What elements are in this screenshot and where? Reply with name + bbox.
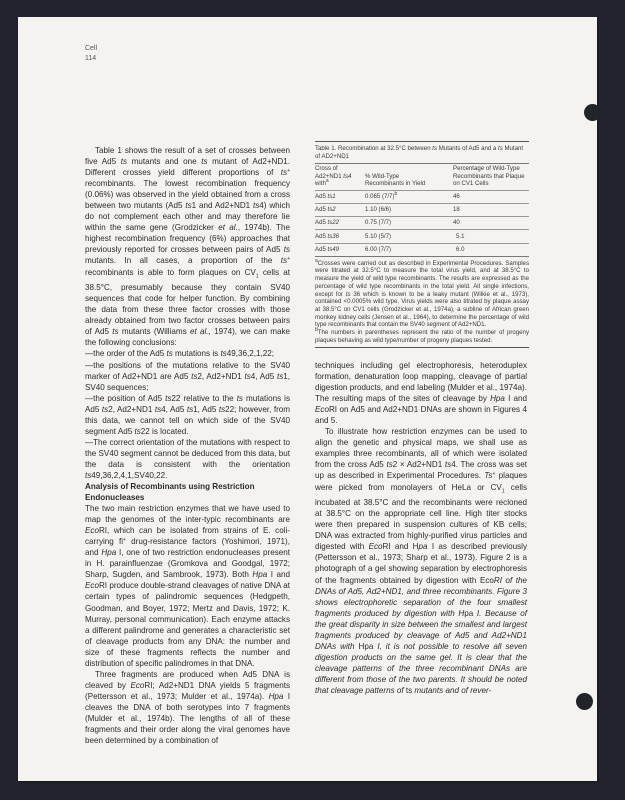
table-caption: Table 1. Recombination at 32.5°C between ts Mutants of Ad5 and a ts Mutant of AD2+ND1 — [315, 145, 524, 160]
table-bottom-rule — [315, 347, 529, 348]
binder-hole-bottom — [576, 693, 593, 710]
header-wild-type: % Wild-Type Recombinants in Yield — [365, 164, 453, 191]
conclusion-item: —the positions of the mutations relative to the SV40 marker of Ad2+ND1 are Ad5 ts2, Ad2+ND1 ts4, Ad5 ts1, SV40 sequences; — [85, 360, 291, 392]
journal-name: Cell — [85, 45, 98, 52]
table-row — [315, 203, 529, 216]
cell-cross: Ad5 ts1 — [315, 190, 365, 203]
conclusion-item: —The correct orientation of the mutations with respect to the SV40 segment cannot be deduced from this data, but the data is consistent with the orientation ts49,36,2,4,1,SV40,22. — [85, 437, 290, 480]
header-plaque-pct: Percentage of Wild-Type Recombinants that Plaque on CV1 Cells — [453, 164, 529, 191]
cell-plaque-pct: 18 — [453, 203, 529, 216]
paragraph: To illustrate how restriction enzymes can be used to align the genetic and physical maps, we shall use as examples three recombinants, all of which were isolated from the cross Ad5 ts2 × Ad2+ND1 ts4. The cross was set up as described in Experimental Procedures. Ts+ plaques were picked from monolayers of HeLa or $CV_1$ cells incubated at 38.5°C and the recombinants were recloned at 38.5°C on the appropriate cell line. High titer stocks were then prepared in suspension cultures of KB cells; DNA was extracted from highly-purified virus particles and digested with EcoRI and Hpa I as described previously (Pettersson et al., 1973; Sharp et al., 1973). Figure 2 is a photograph of a gel showing separation by electrophoresis of the fragments obtained by digestion with EcoRI of the DNAs of Ad5, Ad2+ND1, and three recombinants. Figure 3 shows electrophoretic separation of the four smallest fragments produced by digestion with Hpa I. Because of the great disparity in size between the smallest and largest fragments produced by cleavage of Ad5 and Ad2+ND1 DNAs with Hpa I, it is not possible to resolve all seven digestion products on the same gel. It is clear that the cleavage patterns of the three recombinant DNAs are different from those of the two parents. It should be noted that cleavage patterns of ts mutants and of rever- — [315, 427, 528, 695]
recombination-table — [315, 163, 529, 256]
footnote-b: $^b$The numbers in parentheses represent the ratio of the number of progeny plaques behaving as wild type/number of progeny plaques tested. — [315, 327, 529, 344]
cell-plaque-pct: 40 — [453, 217, 529, 230]
right-column — [315, 360, 527, 696]
table-row — [315, 190, 529, 203]
cell-cross: Ad5 ts49 — [315, 243, 365, 256]
binder-hole-top — [584, 104, 601, 121]
paragraph: techniques including gel electrophoresis, heteroduplex formation, denaturation loop mapping, cleavage of partial digestion products, and end labeling (Mulder et al., 1974a). The resulting maps of the sites of cleavage by Hpa I and EcoRI on Ad5 and Ad2+ND1 DNAs are shown in Figures 4 and 5. — [315, 361, 527, 426]
document-page — [18, 17, 597, 781]
cell-plaque-pct: 6.0 — [453, 243, 529, 256]
cell-wild-type: 0.75 (7/7) — [365, 217, 453, 230]
cell-cross: Ad5 ts2 — [315, 203, 365, 216]
cell-wild-type: 0.065 $(7/7)^b$ — [365, 190, 453, 203]
cell-wild-type: 6.00 (7/7) — [365, 243, 453, 256]
conclusion-item: —the order of the Ad5 ts mutations is ts49,36,2,1,22; — [85, 349, 274, 359]
cell-wild-type: 5.10 (5/7) — [365, 230, 453, 243]
cell-plaque-pct: 46 — [453, 190, 529, 203]
cell-cross: Ad5 ts36 — [315, 230, 365, 243]
cell-cross: Ad5 ts22 — [315, 217, 365, 230]
header-cross: Cross of Ad2+ND1 ts4 with$^a$ — [315, 164, 365, 191]
table-footnotes — [315, 257, 529, 345]
table-row — [315, 230, 529, 243]
left-column — [85, 145, 290, 746]
running-head — [85, 44, 97, 64]
section-heading: Analysis of Recombinants using Restriction Endonucleases — [85, 482, 255, 503]
footnote-a: $^a$Crosses were carried out as described in Experimental Procedures. Samples were titrated at 32.5°C to measure the total virus yield, and at 38.5°C to measure the yield of wild type recombinants. The results are expressed as the percentage of wild type recombinants in the total yield. All single infections, except for ts 36 which is known to be a leaky mutant (Wilkie et al., 1973), contained <0.0005% wild type. Virus yields were also titrated by plaque assay at 38.5°C on CV1 cells (Grodzicker et al., 1974a), a subline of African green monkey kidney cells (Jensen et al., 1964), to determine the percentage of wild type recombinants that contain the SV40 segment of Ad2+ND1. — [315, 257, 529, 329]
conclusion-item: —the position of Ad5 ts22 relative to the ts mutations is Ad5 ts2, Ad2+ND1 ts4, Ad5 ts1, Ad5 ts22; however, from this data, we cannot tell on which side of the SV40 segment Ad5 ts22 is located. — [85, 393, 291, 436]
paragraph: Three fragments are produced when Ad5 DNA is cleaved by EcoRI; Ad2+ND1 DNA yields 5 fragments (Pettersson et al., 1973; Mulder et al., 1974a). Hpa I cleaves the DNA of both serotypes into 7 fragments (Mulder et al., 1974b). The lengths of all of these fragments and their order along the viral genomes have been determined by a combination of — [85, 669, 290, 746]
cell-wild-type: 1.10 (6/6) — [365, 203, 453, 216]
page-number: 114 — [85, 55, 97, 62]
paragraph: The two main restriction enzymes that we have used to map the genomes of the inter-typic recombinants are EcoRI, which can be isolated from strains of E. coli-carrying fi+ drug-resistance factors (Yoshimori, 1971), and Hpa I, one of two restriction endonucleases present in H. parainfluenzae (Gromkova and Goodgal, 1972; Sharp, Sugden, and Sambrook, 1973). Both Hpa I and EcoRI produce double-strand cleavages of native DNA at certain types of palindromic sequences (Hedgpeth, Goodman, and Boyer, 1972; Mertz and Davis, 1972; K. Murray, personal communication). Each enzyme attacks a different palindrome and generates a characteristic set of cleavage products from any DNA: the number and size of these fragments reflects the number and distribution of specific palindromes in that DNA. — [85, 504, 290, 668]
cell-plaque-pct: 5.1 — [453, 230, 529, 243]
table-row — [315, 243, 529, 256]
table-1 — [315, 141, 529, 348]
table-row — [315, 217, 529, 230]
paragraph: Table 1 shows the result of a set of crosses between five Ad5 ts mutants and one ts mutant of Ad2+ND1. Different crosses yield different proportions of ts+ recombinants. The lowest recombination frequency (0.06%) was observed in the yield obtained from a cross between two mutants (Ad5 ts1 and Ad2+ND1 ts4) which do not complement each other and may therefore lie within the same gene (Grodzicker et al., 1974b). The highest recombination frequency (6%) approaches that previously reported for crosses between pairs of Ad5 ts mutants. In all cases, a proportion of the ts+ recombinants is able to form plaques on $CV_1$ cells at 38.5°C, presumably because they contain SV40 sequences that code for helper function. By combining the data from these three factor crosses with those already obtained from two factor crosses between pairs of Ad5 ts mutants (Williams et al., 1974), we can make the following conclusions: — [85, 146, 291, 348]
